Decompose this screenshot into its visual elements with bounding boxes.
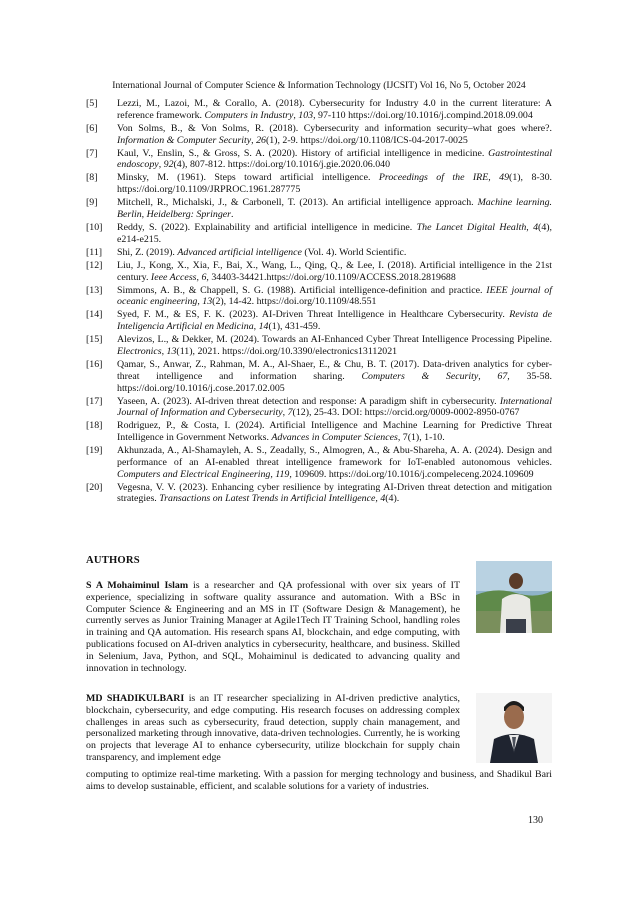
reference-source: 14 [258,321,269,333]
reference-text [117,172,552,196]
reference-source: 49 [499,172,510,184]
reference-segment: , [478,370,498,382]
reference-segment: Lezzi, M., Lazoi, M., & Corallo, A. (2018). Cybersecurity for Industry 4.0 in the current literature: A reference framework. [117,98,552,121]
reference-segment: , [526,221,534,233]
reference-segment: , 109609. https://doi.org/10.1016/j.compeleceng.2024.109609 [289,468,534,480]
author-photo-2 [476,693,552,763]
reference-source: Gastrointestinal endoscopy [117,147,552,171]
reference-source: Computers and Electrical Engineering [117,468,271,480]
reference-item [86,482,552,506]
reference-segment: Simmons, A. B., & Chappell, S. G. (1988). Artificial intelligence-definition and practice. [117,284,487,296]
reference-number: [15] [86,334,103,346]
reference-number: [19] [86,445,103,457]
reference-item [86,98,552,122]
reference-segment: (Vol. 4). World Scientific. [301,246,407,258]
reference-number: [16] [86,359,103,371]
reference-segment: (4), e214-e215. [117,221,553,245]
reference-number: [13] [86,284,103,296]
reference-segment: Kaul, V., Enslin, S., & Gross, S. A. (2020). History of artificial intelligence in medicine. [117,147,489,159]
author-bio-2-continued: computing to optimize real-time marketing. With a passion for merging technology and business, and Shadikul Bari aims to develop sustainable, efficient, and scalable solutions for a variety of industries. [86,769,552,792]
reference-text [117,420,552,444]
reference-item [86,359,552,394]
reference-segment: , [293,109,299,121]
reference-item [86,260,552,284]
reference-segment: Syed, F. M., & ES, F. K. (2023). AI-Driven Threat Intelligence in Healthcare Cybersecurity. [117,309,510,321]
reference-segment: Vegesna, V. V. (2023). Enhancing cyber resilience by integrating AI-Driven threat detection and mitigation strategies. [117,481,552,505]
reference-segment: Minsky, M. (1961). Steps toward artificial intelligence. [117,172,379,184]
reference-source: International Journal of Information and Cybersecurity [117,395,552,419]
reference-number: [10] [86,221,103,233]
reference-item [86,445,552,480]
reference-item [86,247,552,259]
reference-text [117,359,552,394]
reference-segment: . [231,208,234,220]
reference-segment: , 97-110 https://doi.org/10.1016/j.compind.2018.09.004 [313,109,533,121]
author-name-1: S A Mohaiminul Islam [86,580,189,591]
reference-segment: (11), 2021. https://doi.org/10.3390/electronics13112021 [176,345,398,357]
page-number: 130 [528,815,543,826]
reference-number: [14] [86,309,103,321]
reference-source: 6 [201,271,207,283]
reference-source: Ieee Access [150,271,197,283]
reference-segment: , [253,321,259,333]
reference-source: 13 [166,345,177,357]
reference-source: 7 [287,407,293,419]
reference-item [86,285,552,309]
journal-header: International Journal of Computer Science & Information Technology (IJCSIT) Vol 16, No 5, October 2024 [112,80,526,91]
reference-text [117,285,552,309]
reference-segment: , [158,159,164,171]
reference-segment: (4), 807-812. https://doi.org/10.1016/j.gie.2020.06.040 [173,159,391,171]
reference-text [117,222,552,246]
reference-number: [20] [86,481,103,493]
reference-segment: Rodriguez, P., & Costa, I. (2024). Artificial Intelligence and Machine Learning for Predictive Threat Intelligence in Government Networks. [117,420,552,444]
reference-item [86,148,552,172]
reference-segment: , 7(1), 1-10. [397,432,445,444]
reference-number: [18] [86,420,103,432]
reference-source: The Lancet Digital Health [416,221,527,233]
reference-item [86,123,552,147]
reference-source: 13 [202,296,213,308]
reference-source: Electronics [117,345,162,357]
reference-text [117,148,552,172]
reference-list [86,98,552,507]
reference-segment: Shi, Z. (2019). [117,246,178,258]
reference-source: Transactions on Latest Trends in Artificial Intelligence [159,493,376,505]
reference-segment: Reddy, S. (2022). Explainability and artificial intelligence in medicine. [117,221,417,233]
reference-source: Computers & Security [361,370,479,382]
reference-source: Advanced artificial intelligence [177,246,302,258]
author-bio-text-2: is an IT researcher specializing in AI-driven predictive analytics, blockchain, cybersecurity, and edge computing. His research focuses on addressing complex challenges in areas such as cybersecurity, fraud detection, supply chain management, and personalized marketing through innovative, data-driven technologies. Currently, he is working on projects that leverage AI to enhance cybersecurity, utilize blockchain for supply chain transparency, and implement edge [86,693,461,763]
reference-segment: Yaseen, A. (2023). AI-driven threat detection and response: A paradigm shift in cybersecurity. [117,395,500,407]
reference-segment: , [196,271,202,283]
reference-item [86,420,552,444]
reference-segment: (1), 2-9. https://doi.org/10.1108/ICS-04-2017-0025 [265,134,468,146]
reference-number: [17] [86,395,103,407]
reference-source: Advances in Computer Sciences [271,432,398,444]
reference-text [117,334,552,358]
reference-segment: (12), 25-43. DOI: https://orcid.org/0009-0002-8950-0767 [292,407,520,419]
reference-segment: , 34403-34421.https://doi.org/10.1109/ACCESS.2018.2819688 [206,271,456,283]
reference-segment: (1), 431-459. [268,321,321,333]
reference-source: 4 [533,221,539,233]
reference-text [117,197,552,221]
reference-source: Computers in Industry [204,109,294,121]
reference-segment: Liu, J., Kong, X., Xia, F., Bai, X., Wang, L., Qing, Q., & Lee, I. (2018). Artificial intelligence in the 21st century. [117,259,552,283]
reference-segment: Mitchell, R., Michalski, J., & Carbonell, T. (2013). An artificial intelligence approach. [117,197,478,209]
reference-item [86,309,552,333]
reference-number: [5] [86,98,98,109]
reference-segment: , [270,468,276,480]
reference-text [117,445,552,480]
reference-segment: Akhunzada, A., Al-Shamayleh, A. S., Zeadally, S., Almogren, A., & Abu-Shareha, A. A. (2024). Design and performance of an AI-enabled threat intelligence framework for IoT-enabled autonomous vehicles. [117,445,552,468]
author-bio-1 [86,580,460,674]
reference-segment: , [282,407,288,419]
reference-text [117,482,552,506]
reference-segment: Alevizos, L., & Dekker, M. (2024). Towards an AI-Enhanced Cyber Threat Intelligence Processing Pipeline. [117,334,552,346]
reference-text [117,247,552,259]
reference-segment: , [488,172,500,184]
reference-segment: (2), 14-42. https://doi.org/10.1109/48.551 [212,296,377,308]
author-bio-text-1: is a researcher and QA professional with over six years of IT experience, specializing in software quality assurance and automation. With a BSc in Computer Science & Engineering and an MS in IT (Software Design & Management), he currently serves as Junior Training Manager at Agile1Tech IT Training School, handling roles in training and QA automation. His research spans AI, blockchain, and edge computing, with publications focused on AI-driven analytics in cybersecurity, healthcare, and business. Skilled in Selenium, Java, Python, and SQL, Mohaiminul is dedicated to advancing quality and innovation in technology. [86,580,460,674]
reference-number: [9] [86,197,98,209]
reference-segment: , [375,493,381,505]
reference-number: [6] [86,122,98,134]
reference-source: Revista de Inteligencia Artificial en Medicina [117,309,552,333]
reference-item [86,197,552,221]
reference-number: [7] [86,147,98,159]
reference-source: IEEE journal of oceanic engineering [117,284,552,308]
reference-source: 4 [380,493,386,505]
reference-number: [8] [86,172,98,184]
author-name-2: MD SHADIKULBARI [86,693,185,704]
reference-number: [11] [86,246,103,258]
authors-heading [86,555,140,566]
reference-text [117,309,552,333]
reference-segment: , [197,296,203,308]
reference-text [117,123,552,147]
reference-source: 67 [497,370,508,382]
reference-source: 26 [256,134,266,146]
reference-source: 92 [163,159,174,171]
author-bio-2 [86,693,460,764]
reference-segment: , [251,134,257,146]
reference-item [86,334,552,358]
reference-source: 103 [298,109,314,121]
reference-number: [12] [86,259,103,271]
reference-segment: , [161,345,167,357]
reference-segment: , 35-58. https://doi.org/10.1016/j.cose.2017.02.005 [117,370,552,394]
reference-segment: Von Solms, B., & Von Solms, R. (2018). Cybersecurity and information security–what goes where?. [117,122,552,134]
author-photo-1 [476,561,552,633]
reference-text [117,396,552,420]
reference-text [117,260,552,284]
reference-segment: (1), 8-30. https://doi.org/10.1109/JRPROC.1961.287775 [117,172,553,196]
reference-text [117,98,552,122]
author-photo-1-image [476,561,552,633]
reference-segment: Qamar, S., Anwar, Z., Rahman, M. A., Al-Shaer, E., & Chu, B. T. (2017). Data-driven analytics for cyber-threat intelligence and information sharing. [117,359,552,382]
reference-item [86,396,552,420]
reference-segment: (4). [385,493,400,505]
reference-source: Proceedings of the IRE [378,172,489,184]
author-photo-2-image [476,693,552,763]
reference-source: Information & Computer Security [117,134,252,146]
reference-item [86,222,552,246]
reference-source: 119 [275,468,290,480]
reference-item [86,172,552,196]
authors-heading-text: AUTHORS [86,555,140,566]
reference-source: Machine learning. Berlin, Heidelberg: Springer [117,197,552,220]
